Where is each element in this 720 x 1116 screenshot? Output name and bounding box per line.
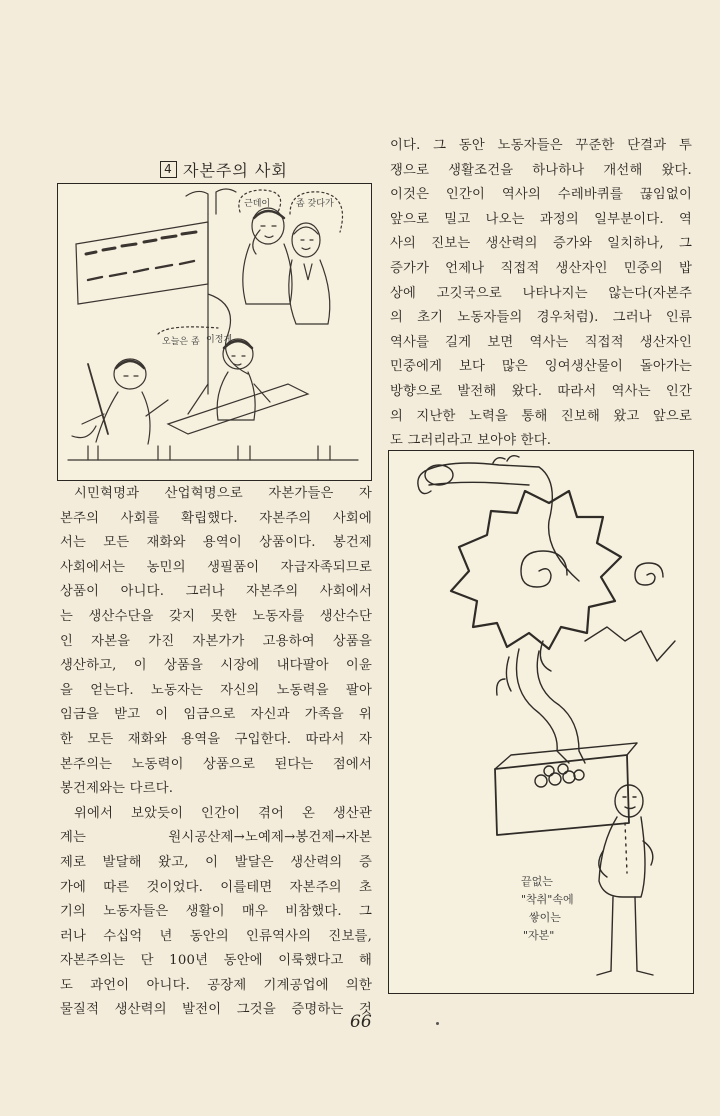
text-line: 본주의 사회를 확립했다. 자본주의 사회에	[60, 510, 372, 526]
section-number: 4	[160, 161, 177, 178]
text-line: 기의 노동자들은 생활이 매우 비참했다. 그	[60, 904, 372, 920]
text-line: 한 모든 재화와 용역을 구입한다. 따라서 자	[60, 731, 372, 747]
print-speck	[436, 1022, 439, 1025]
text-line: 제로 발달해 왔고, 이 발달은 생산력의 증	[60, 854, 372, 870]
text-line: 이다. 그 동안 노동자들은 꾸준한 단결과 투	[390, 138, 692, 153]
text-line: 계는 원시공산제→노예제→봉건제→자본	[60, 830, 372, 846]
text-line: 상에 고깃국으로 나타나지는 않는다(자본주	[390, 285, 692, 301]
text-line: 상품이 아니다. 그러나 자본주의 사회에서	[60, 584, 372, 600]
text-line: 쟁으로 생활조건을 하나하나 개선해 왔다.	[390, 162, 692, 178]
text-line: 자본주의는 단 100년 동안에 이룩했다고 해	[60, 953, 372, 969]
text-line: 의 초기 노동자들의 경우처럼). 그러나 인류	[390, 310, 692, 326]
text-line: 사회에서는 농민의 생필품이 자급자족되므로	[60, 559, 372, 575]
text-line: 이것은 인간이 역사의 수레바퀴를 끊임없이	[390, 187, 692, 203]
bubble-text-1: 근데이	[244, 199, 271, 209]
section-title: 자본주의 사회	[183, 161, 288, 180]
text-line: 가에 따른 것이었다. 이를테면 자본주의 초	[60, 879, 372, 895]
text-line: 방향으로 발전해 왔다. 따라서 역사는 인간	[390, 383, 692, 399]
text-line: 시민혁명과 산업혁명으로 자본가들은 자	[74, 486, 372, 501]
text-line: 물질적 생산력의 발전이 그것을 증명하는 것	[60, 1002, 372, 1018]
caption-line-3: 쌓이는	[529, 911, 561, 924]
text-line: 러나 수십억 년 동안의 인류역사의 진보를,	[60, 928, 372, 944]
text-line: 도 과언이 아니다. 공장제 기계공업에 의한	[60, 977, 372, 993]
capitalism-illustration	[57, 183, 372, 481]
caption-line-4: "자본"	[523, 929, 555, 942]
text-line: 의 지난한 노력을 통해 진보해 왔고 앞으로	[390, 408, 692, 424]
left-text-column	[60, 482, 372, 1023]
text-line: 증가가 언제나 직접적 생산자인 민중의 밥	[390, 260, 692, 276]
text-line: 는 생산수단을 갖지 못한 노동자를 생산수단	[60, 608, 372, 624]
right-text-column	[390, 134, 692, 454]
text-line: 생산하고, 이 상품을 시장에 내다팔아 이윤	[60, 658, 372, 674]
text-line: 민중에게 보다 많은 잉여생산물이 돌아가는	[390, 359, 692, 375]
bubble-text-4: 이정게	[206, 335, 233, 345]
text-line: 서는 모든 재화와 용역이 상품이다. 봉건제	[60, 535, 372, 551]
gear-illustration	[388, 450, 694, 994]
bubble-text-2: 좀 갖다가	[296, 199, 334, 209]
page-number: 66	[350, 1012, 372, 1032]
section-heading	[160, 158, 290, 181]
text-line: 봉건제와는 다르다.	[60, 781, 174, 797]
text-line: 앞으로 밀고 나오는 과정의 일부분이다. 역	[390, 211, 692, 227]
text-line: 위에서 보았듯이 인간이 겪어 온 생산관	[74, 805, 372, 821]
text-line: 인 자본을 가진 자본가가 고용하여 상품을	[60, 633, 372, 649]
bubble-text-3: 오늘은 좀	[162, 337, 200, 347]
caption-line-2: "착취"속에	[521, 893, 574, 906]
caption-line-1: 끝없는	[521, 875, 553, 888]
text-line: 본주의는 노동력이 상품으로 된다는 점에서	[60, 756, 372, 772]
gear-drawing	[389, 451, 693, 993]
capitalism-drawing	[58, 184, 371, 480]
text-line: 을 얻는다. 노동자는 자신의 노동력을 팔아	[60, 682, 372, 698]
text-line: 도 그러리라고 보아야 한다.	[390, 433, 552, 449]
text-line: 역사를 길게 보면 역사는 직접적 생산자인	[390, 334, 692, 350]
text-line: 임금을 받고 이 임금으로 자신과 가족을 위	[60, 707, 372, 723]
text-line: 사의 진보는 생산력의 증가와 일치하나, 그	[390, 236, 692, 252]
